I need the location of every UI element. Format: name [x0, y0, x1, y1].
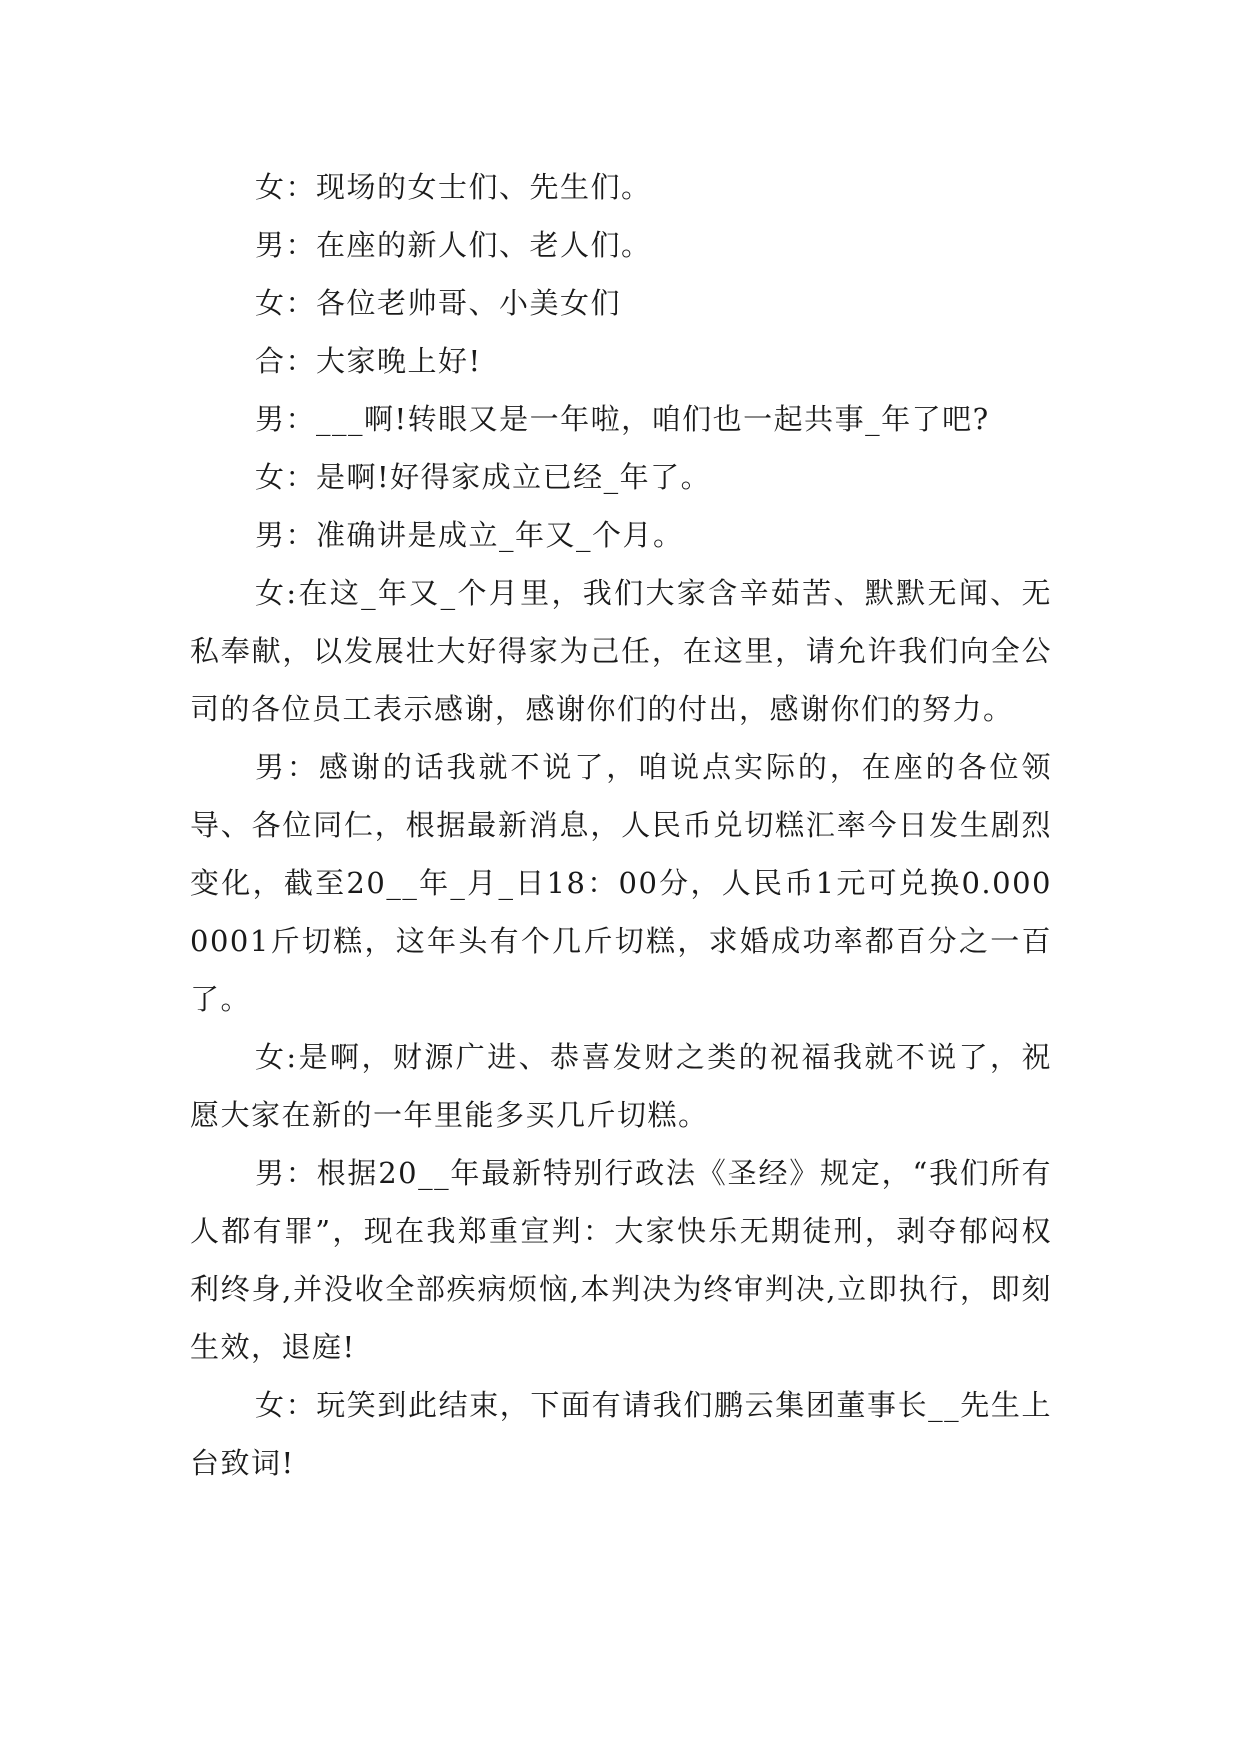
paragraph: 女：各位老帅哥、小美女们: [255, 286, 622, 320]
paragraph: 男：准确讲是成立_年又_个月。: [255, 518, 684, 552]
paragraph: 女：现场的女士们、先生们。: [255, 170, 652, 204]
paragraph: 男：___啊!转眼又是一年啦，咱们也一起共事_年了吧?: [255, 402, 990, 436]
paragraph: 男：感谢的话我就不说了，咱说点实际的，在座的各位领导、各位同仁，根据最新消息，人民币兑切糕汇率今日发生剧烈变化，截至20__年_月_日18：00分，人民币1元可兑换0.0000001斤切糕，这年头有个几斤切糕，求婚成功率都百分之一百了。: [190, 750, 1052, 1016]
document-body: [190, 158, 1052, 1492]
paragraph: 女:在这_年又_个月里，我们大家含辛茹苦、默默无闻、无私奉献，以发展壮大好得家为己任，在这里，请允许我们向全公司的各位员工表示感谢，感谢你们的付出，感谢你们的努力。: [190, 576, 1052, 726]
paragraph: 女：玩笑到此结束，下面有请我们鹏云集团董事长__先生上台致词!: [190, 1388, 1052, 1480]
paragraph: 男：在座的新人们、老人们。: [255, 228, 652, 262]
paragraph: 女:是啊，财源广进、恭喜发财之类的祝福我就不说了，祝愿大家在新的一年里能多买几斤切糕。: [190, 1040, 1052, 1132]
paragraph: 合：大家晚上好!: [255, 344, 482, 378]
paragraph: 男：根据20__年最新特别行政法《圣经》规定，“我们所有人都有罪”，现在我郑重宣判：大家快乐无期徒刑，剥夺郁闷权利终身,并没收全部疾病烦恼,本判决为终审判决,立即执行，即刻生效，退庭!: [190, 1156, 1052, 1364]
paragraph: 女：是啊!好得家成立已经_年了。: [255, 460, 712, 494]
